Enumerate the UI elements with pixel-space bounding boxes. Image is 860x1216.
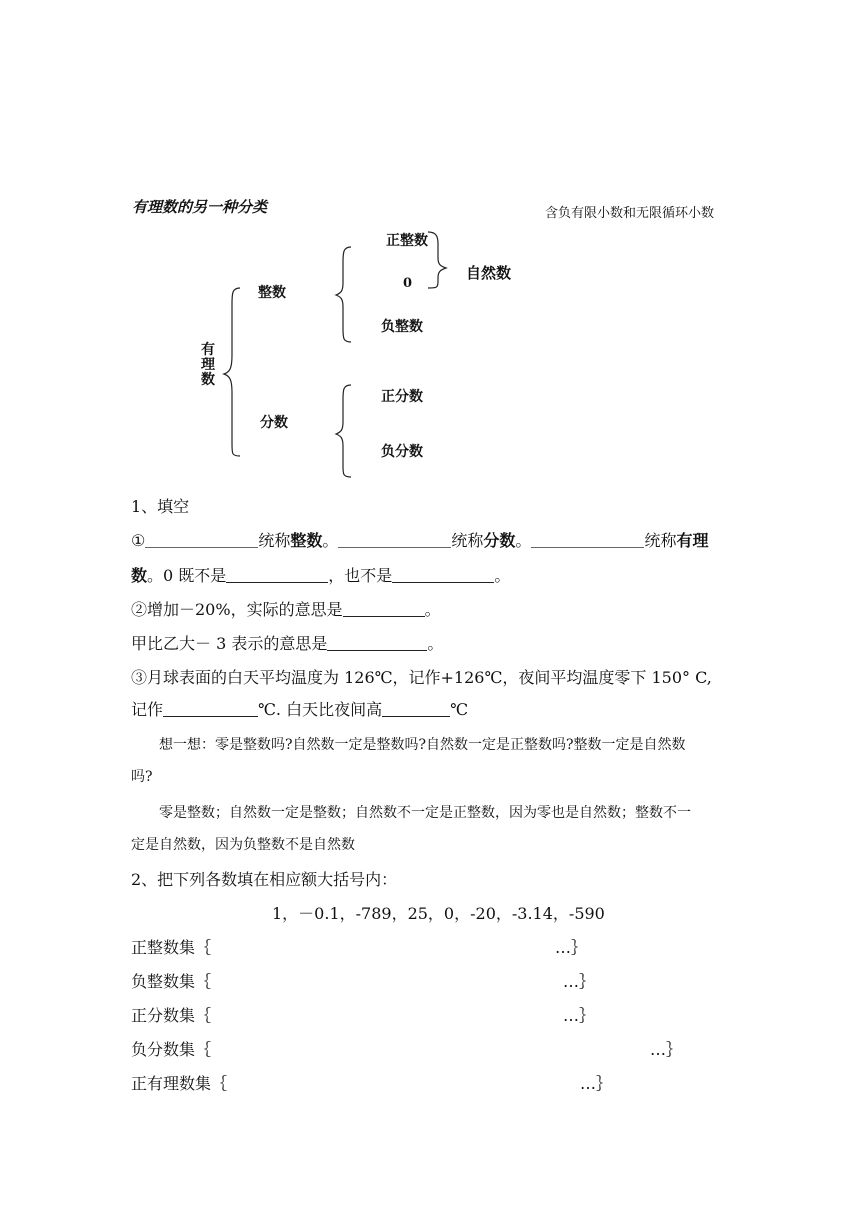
page-title: 有理数的另一种分类 bbox=[132, 198, 268, 216]
tree-negative-fraction: 负分数 bbox=[381, 444, 423, 460]
q2b-line: 甲比乙大－ 3 表示的意思是 。 bbox=[131, 634, 444, 653]
set-label: 正分数集｛ bbox=[131, 1006, 212, 1025]
section1-heading: 1、填空 bbox=[131, 497, 190, 516]
think-answer-line1: 零是整数；自然数一定是整数；自然数不一定是正整数，因为零也是自然数；整数不一 bbox=[159, 805, 691, 821]
set-end: …｝ bbox=[563, 972, 596, 991]
integer-brace bbox=[336, 247, 351, 342]
set-end: …｝ bbox=[650, 1040, 683, 1059]
set-end: …｝ bbox=[580, 1074, 613, 1093]
set-label: 负分数集｛ bbox=[131, 1040, 212, 1059]
section2-heading: 2、把下列各数填在相应额大括号内： bbox=[131, 870, 398, 889]
tree-zero: 0 bbox=[403, 276, 413, 291]
root-brace bbox=[224, 288, 240, 456]
blank-fraction-def[interactable] bbox=[338, 531, 451, 548]
q2a-line: ②增加－20%，实际的意思是 。 bbox=[131, 600, 441, 619]
blank-rational-def[interactable] bbox=[531, 531, 644, 548]
think-question-line1: 想一想：零是整数吗?自然数一定是整数吗?自然数一定是正整数吗?整数一定是自然数 bbox=[159, 737, 686, 753]
tree-integer: 整数 bbox=[258, 285, 286, 301]
side-note: 含负有限小数和无限循环小数 bbox=[545, 206, 715, 221]
think-question-line2: 吗? bbox=[131, 769, 153, 785]
set-label: 正整数集｛ bbox=[131, 938, 212, 957]
q1-line1: ① 统称整数。 统称分数。 统称有理 bbox=[131, 531, 709, 550]
set-label: 正有理数集｛ bbox=[131, 1074, 228, 1093]
q3-line1: ③月球表面的白天平均温度为 126℃，记作+126℃，夜间平均温度零下 150° C, bbox=[131, 668, 712, 687]
q3-line2: 记作 ℃. 白天比夜间高 ℃ bbox=[131, 700, 468, 719]
set-end: …｝ bbox=[555, 938, 588, 957]
tree-natural: 自然数 bbox=[466, 264, 512, 282]
number-list: 1，－0.1，-789，25，0，-20，-3.14，-590 bbox=[272, 904, 605, 923]
blank-temp-diff[interactable] bbox=[382, 700, 450, 717]
tree-negative-integer: 负整数 bbox=[381, 319, 423, 335]
blank-zero-neither-2[interactable] bbox=[392, 566, 494, 583]
q1-line2: 数。0 既不是 ，也不是 。 bbox=[131, 566, 511, 585]
set-end: …｝ bbox=[563, 1006, 596, 1025]
set-label: 负整数集｛ bbox=[131, 972, 212, 991]
tree-braces bbox=[0, 0, 860, 500]
blank-zero-neither-1[interactable] bbox=[226, 566, 328, 583]
blank-night-temp[interactable] bbox=[163, 700, 258, 717]
fraction-brace bbox=[336, 385, 351, 477]
natural-brace bbox=[428, 232, 446, 288]
tree-positive-integer: 正整数 bbox=[386, 233, 428, 249]
tree-positive-fraction: 正分数 bbox=[381, 389, 423, 405]
blank-integer-def[interactable] bbox=[145, 531, 258, 548]
blank-increase-meaning[interactable] bbox=[343, 600, 425, 617]
tree-root: 有 理 数 bbox=[201, 342, 215, 388]
think-answer-line2: 定是自然数，因为负整数不是自然数 bbox=[131, 837, 355, 853]
tree-fraction: 分数 bbox=[260, 415, 288, 431]
blank-bigger-meaning[interactable] bbox=[327, 634, 427, 651]
